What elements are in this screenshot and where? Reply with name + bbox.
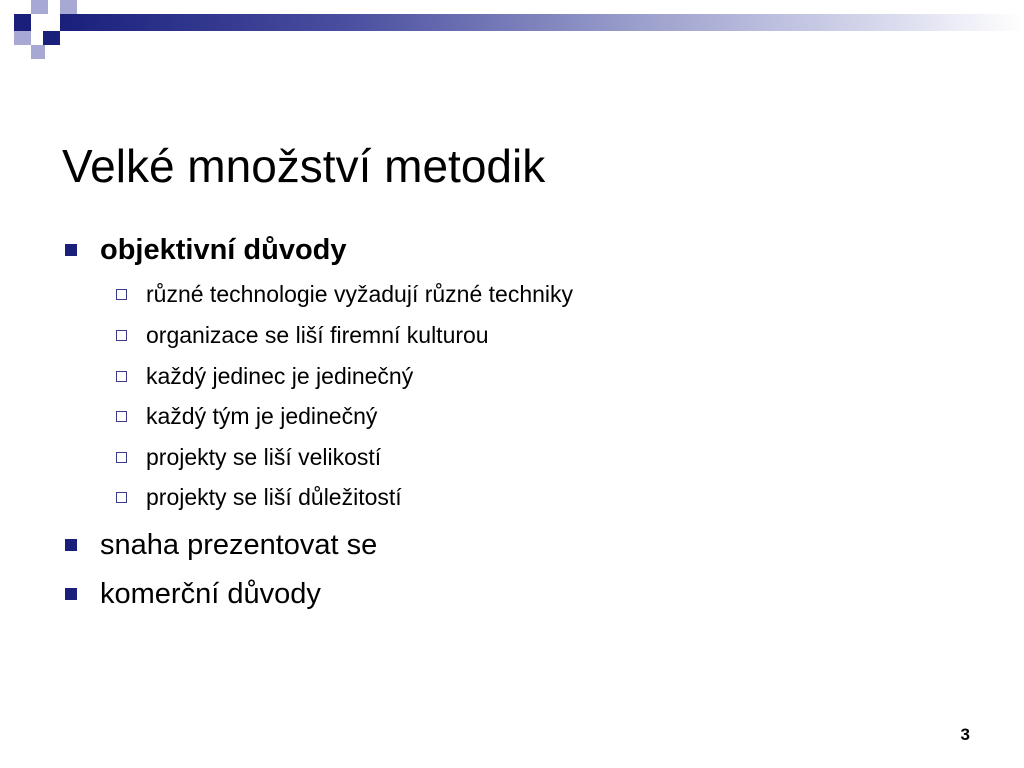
bullet-square-icon (65, 539, 77, 551)
sub-bullet-box-icon (116, 371, 127, 382)
bullet-square-icon (65, 244, 77, 256)
sub-bullet-item: projekty se liší důležitostí (146, 484, 402, 510)
bullet-item: komerční důvody (100, 578, 321, 610)
sub-bullet-box-icon (116, 411, 127, 422)
sub-bullet-box-icon (116, 289, 127, 300)
bullet-item: snaha prezentovat se (100, 529, 378, 561)
header-gradient-bar (60, 14, 1024, 31)
sub-bullet-box-icon (116, 452, 127, 463)
bullet-square-icon (65, 588, 77, 600)
sub-bullet-item: každý tým je jedinečný (146, 403, 378, 429)
sub-bullet-item: každý jedinec je jedinečný (146, 363, 414, 389)
sub-bullet-item: organizace se liší firemní kulturou (146, 322, 489, 348)
corner-square-light (60, 0, 77, 14)
sub-bullet-box-icon (116, 330, 127, 341)
sub-bullet-item: projekty se liší velikostí (146, 444, 382, 470)
bullet-item: objektivní důvody (100, 234, 347, 266)
corner-square-light (31, 0, 48, 14)
page-number: 3 (960, 725, 970, 744)
corner-square-dark (43, 31, 60, 45)
corner-square-dark (14, 14, 31, 31)
corner-square-light (31, 45, 45, 59)
slide-title: Velké množství metodik (62, 140, 546, 192)
corner-square-light (14, 31, 31, 45)
sub-bullet-box-icon (116, 492, 127, 503)
sub-bullet-item: různé technologie vyžadují různé techniky (146, 281, 574, 307)
